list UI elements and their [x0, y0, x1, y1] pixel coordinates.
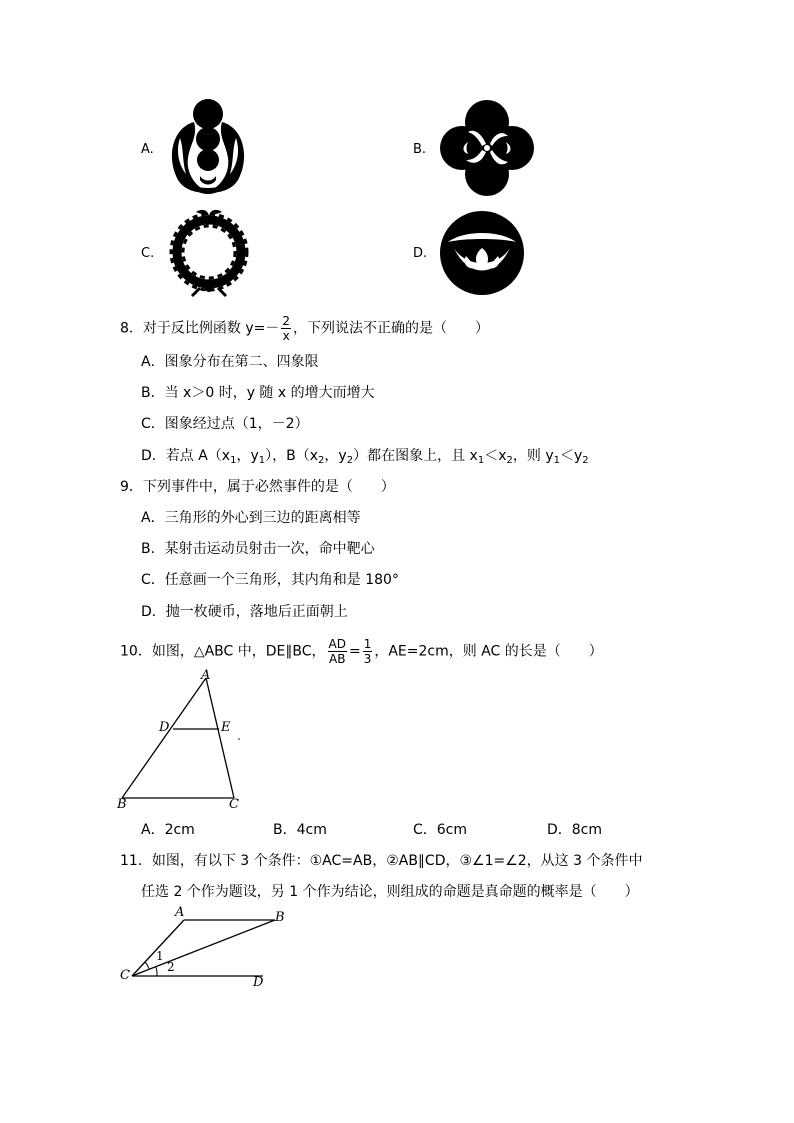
q8-d-sub: 2 — [318, 455, 325, 466]
q10-option-b: B．4cm — [273, 822, 327, 838]
q11-label-a: A — [175, 905, 185, 920]
q10-frac1-den: AB — [329, 652, 346, 666]
q10-fraction-2 — [363, 637, 373, 666]
stray-dot — [238, 738, 240, 740]
q9-option-b: B．某射击运动员射击一次，命中靶心 — [141, 541, 375, 557]
q10-label-e: E — [221, 720, 231, 735]
q8-d-part: ）都在图象上，且 x — [353, 448, 478, 464]
q10-frac2-num: 1 — [363, 637, 372, 651]
q8-stem — [120, 314, 489, 343]
q9-stem: 9．下列事件中，属于必然事件的是（ ） — [120, 479, 395, 495]
q11-stem-line2: 任选 2 个作为题设，另 1 个作为结论，则组成的命题是真命题的概率是（ ） — [141, 884, 639, 900]
q7-option-b-label: B. — [413, 142, 427, 157]
q9-option-c: C．任意画一个三角形，其内角和是 180° — [141, 572, 399, 588]
q10-stem-pre: 10．如图，△ABC 中，DE∥BC， — [120, 643, 326, 660]
q10-fraction-1 — [328, 637, 347, 666]
tulip-emblem-icon — [164, 98, 252, 198]
q10-frac1-num: AD — [328, 637, 346, 651]
q8-d-part: ＜x — [484, 448, 507, 464]
q8-d-sub: 1 — [258, 455, 266, 466]
q10-label-d: D — [159, 720, 170, 735]
q11-label-b: B — [275, 910, 285, 925]
q11-label-c: C — [120, 968, 130, 983]
circle-leaf-emblem-icon — [438, 208, 526, 298]
laurel-wreath-icon — [166, 204, 252, 298]
q10-stem-post: ，AE=2cm，则 AC 的长是（ ） — [374, 643, 603, 660]
angle-1-arc — [145, 962, 149, 969]
q8-d-sub: 1 — [553, 455, 560, 466]
q8-d-part: ，y — [236, 448, 259, 464]
q8-d-sub: 1 — [477, 455, 485, 466]
segment-ca — [132, 920, 184, 976]
q9-option-d: D．抛一枚硬币，落地后正面朝上 — [141, 604, 348, 620]
q11-label-d: D — [253, 975, 264, 990]
q11-angle-2-label: 2 — [167, 960, 175, 974]
q8-stem-post: ，下列说法不正确的是（ ） — [293, 320, 490, 337]
q8-d-part: ），B（x — [265, 448, 319, 464]
q8-frac-den: x — [282, 329, 290, 343]
q11-angle-1-label: 1 — [156, 949, 164, 963]
q10-triangle-figure — [112, 666, 252, 814]
q8-d-sub: 2 — [346, 455, 354, 466]
q7-option-d-label: D. — [413, 246, 428, 261]
q10-frac2-den: 3 — [363, 652, 372, 666]
q8-option-b: B．当 x＞0 时，y 随 x 的增大而增大 — [141, 385, 375, 401]
q10-equals: = — [348, 643, 361, 660]
q8-d-sub: 1 — [230, 455, 237, 466]
q8-option-d — [141, 446, 589, 471]
side-ab — [122, 678, 206, 798]
q11-figure — [112, 906, 292, 992]
q8-option-c: C．图象经过点（1，－2） — [141, 416, 309, 432]
q7-option-a-label: A. — [141, 142, 154, 157]
segment-cb — [132, 920, 275, 976]
q8-frac-num: 2 — [282, 314, 291, 328]
q8-d-sub: 2 — [506, 455, 513, 466]
q9-option-a: A．三角形的外心到三边的距离相等 — [141, 510, 361, 526]
q10-option-a: A．2cm — [141, 822, 195, 838]
q10-stem — [120, 637, 603, 666]
q8-option-a: A．图象分布在第二、四象限 — [141, 354, 319, 370]
angle-2-arc — [156, 967, 157, 976]
q8-d-part: ＜y — [560, 448, 583, 464]
side-ac — [206, 678, 234, 798]
q7-option-c-label: C. — [141, 246, 155, 261]
q8-d-part: ，则 y — [512, 448, 554, 464]
q8-d-part: ，y — [324, 448, 347, 464]
q10-option-d: D．8cm — [547, 822, 603, 838]
q10-option-c: C．6cm — [413, 822, 468, 838]
q10-label-a: A — [201, 668, 211, 683]
q8-d-part: D．若点 A（x — [141, 448, 231, 464]
q10-label-c: C — [229, 797, 239, 812]
four-petal-flower-icon — [438, 98, 536, 198]
q11-stem-line1: 11．如图，有以下 3 个条件：①AC=AB，②AB∥CD，③∠1=∠2，从这 3 个条件中 — [120, 853, 643, 869]
q8-fraction — [281, 314, 291, 343]
q10-label-b: B — [117, 797, 127, 812]
q8-stem-pre: 8．对于反比例函数 y=－ — [120, 320, 280, 337]
q8-d-sub: 2 — [582, 455, 589, 466]
